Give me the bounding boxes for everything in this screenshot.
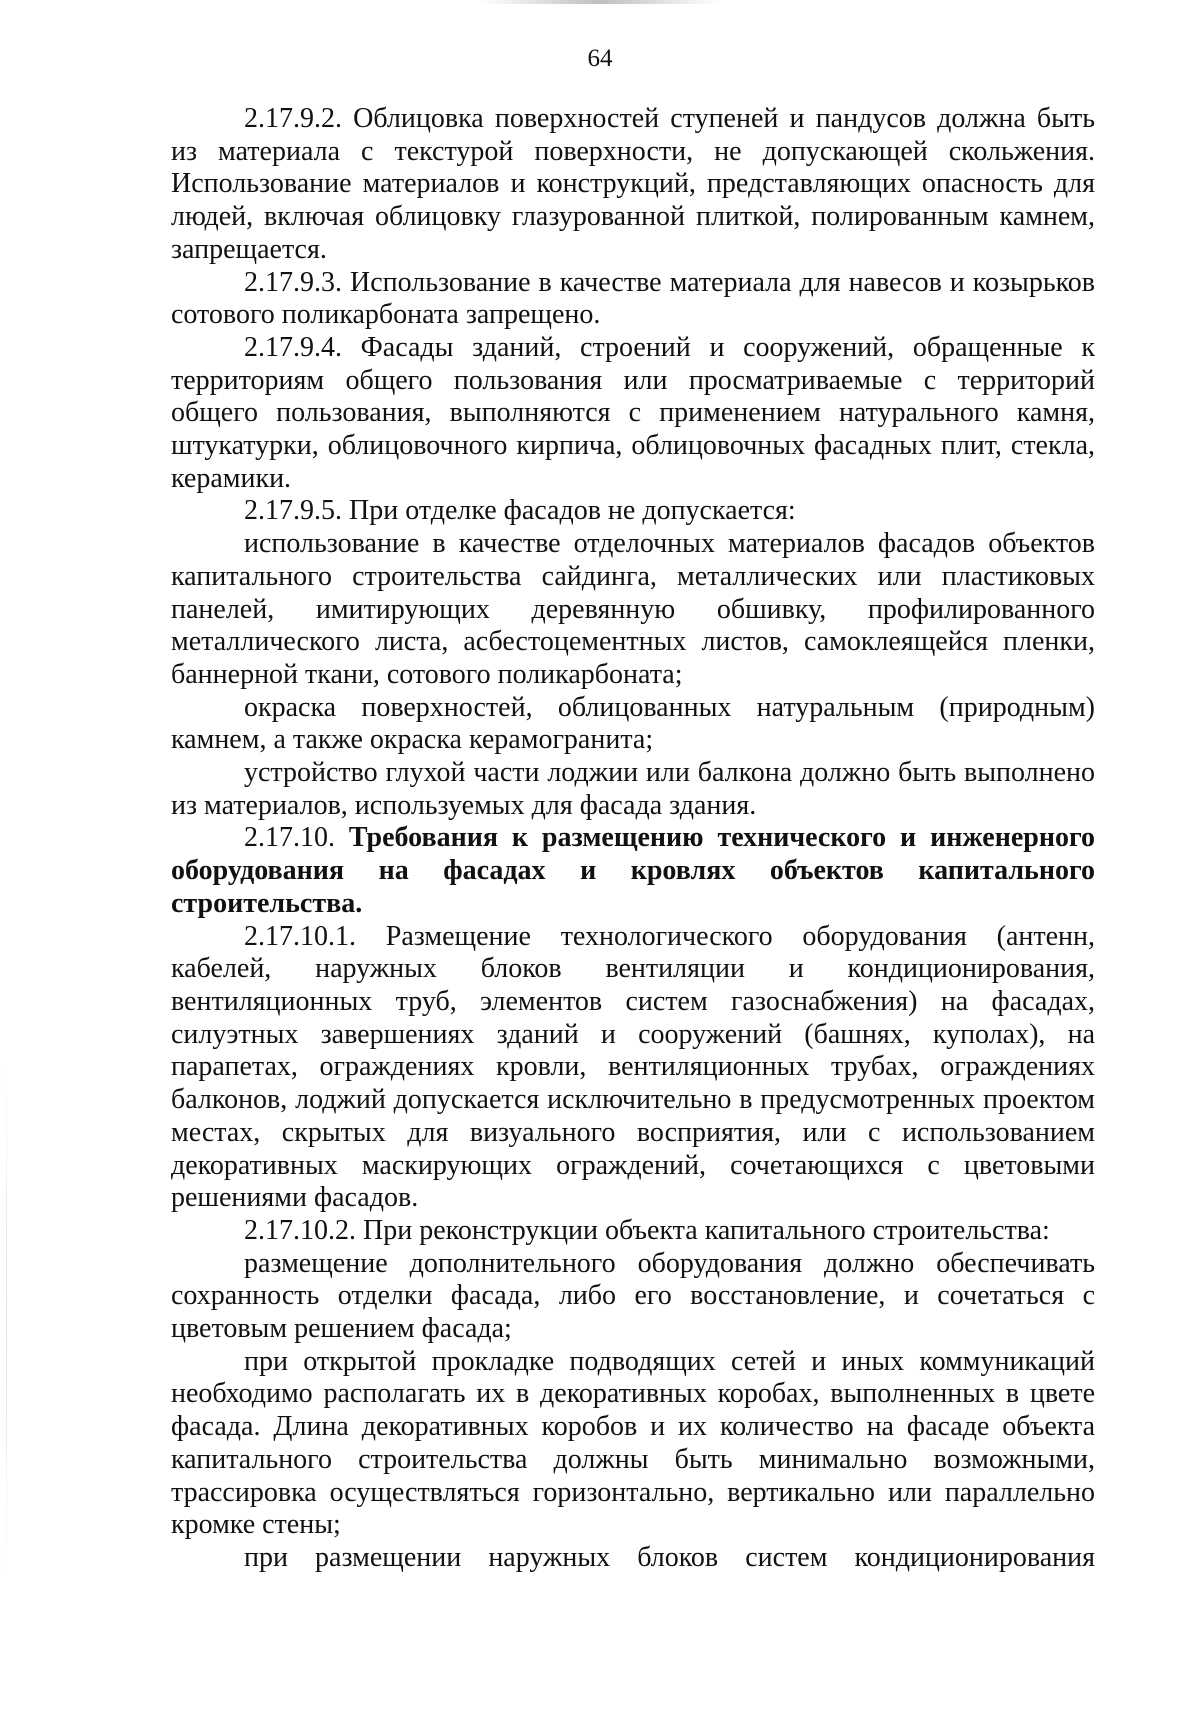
document-body — [171, 103, 1095, 1575]
scan-artifact — [480, 0, 720, 4]
scan-artifact — [6, 1060, 7, 1580]
list-item-open-wiring: при открытой прокладке подводящих сетей и иных коммуникаций необходимо располагать их в декоративных коробах, выполненных в цвете фасада. Длина декоративных коробов и их количество на фасаде объекта капитального строительства должны быть минимально возможными, трассировка осуществляться горизонтально, вертикально или параллельно кромке стены; — [171, 1345, 1095, 1541]
section-number: 2.17.10. — [244, 822, 349, 854]
paragraph-2-17-9-3: 2.17.9.3. Использование в качестве материала для навесов и козырьков сотового поликарбоната запрещено. — [171, 266, 1095, 331]
list-item-loggia: устройство глухой части лоджии или балкона должно быть выполнено из материалов, используемых для фасада здания. — [171, 757, 1095, 821]
paragraph-2-17-10-1: 2.17.10.1. Размещение технологического оборудования (антенн, кабелей, наружных блоков вентиляции и кондиционирования, вентиляционных труб, элементов систем газоснабжения) на фасадах, силуэтных завершениях зданий и сооружений (башнях, куполах), на парапетах, ограждениях кровли, вентиляционных трубах, ограждениях балконов, лоджий допускается исключительно в предусмотренных проектом местах, скрытых для визуального восприятия, или с использованием декоративных маскирующих ограждений, сочетающихся с цветовыми решениями фасадов. — [171, 920, 1095, 1214]
list-item-ac-units: при размещении наружных блоков систем кондиционирования — [244, 1541, 1095, 1573]
paragraph-2-17-9-2: 2.17.9.2. Облицовка поверхностей ступеней и пандусов должна быть из материала с текстурой поверхности, не допускающей скольжения. Использование материалов и конструкций, представляющих опасность для людей, включая облицовку глазурованной плиткой, полированным камнем, запрещается. — [171, 103, 1095, 265]
paragraph-2-17-10-2: 2.17.10.2. При реконструкции объекта капитального строительства: — [244, 1214, 1050, 1246]
list-item-siding: использование в качестве отделочных материалов фасадов объектов капитального строительства сайдинга, металлических или пластиковых панелей, имитирующих деревянную обшивку, профилированного металлического листа, асбестоцементных листов, самоклеящейся пленки, баннерной ткани, сотового поликарбоната; — [171, 528, 1095, 690]
list-item-painting: окраска поверхностей, облицованных натуральным (природным) камнем, а также окраска керамогранита; — [171, 691, 1095, 756]
page-number: 64 — [587, 45, 613, 72]
list-item-additional-equipment: размещение дополнительного оборудования должно обеспечивать сохранность отделки фасада, либо его восстановление, и сочетаться с цветовым решением фасада; — [171, 1247, 1095, 1345]
section-title: Требования к размещению технического и инженерного оборудования на фасадах и кровлях объектов капитального строительства. — [171, 822, 1095, 919]
section-heading-2-17-10 — [171, 822, 1095, 920]
paragraph-2-17-9-5: 2.17.9.5. При отделке фасадов не допускается: — [244, 495, 796, 527]
paragraph-2-17-9-4: 2.17.9.4. Фасады зданий, строений и сооружений, обращенные к территориям общего пользования или просматриваемые с территорий общего пользования, выполняются с применением натурального камня, штукатурки, облицовочного кирпича, облицовочных фасадных плит, стекла, керамики. — [171, 331, 1095, 494]
